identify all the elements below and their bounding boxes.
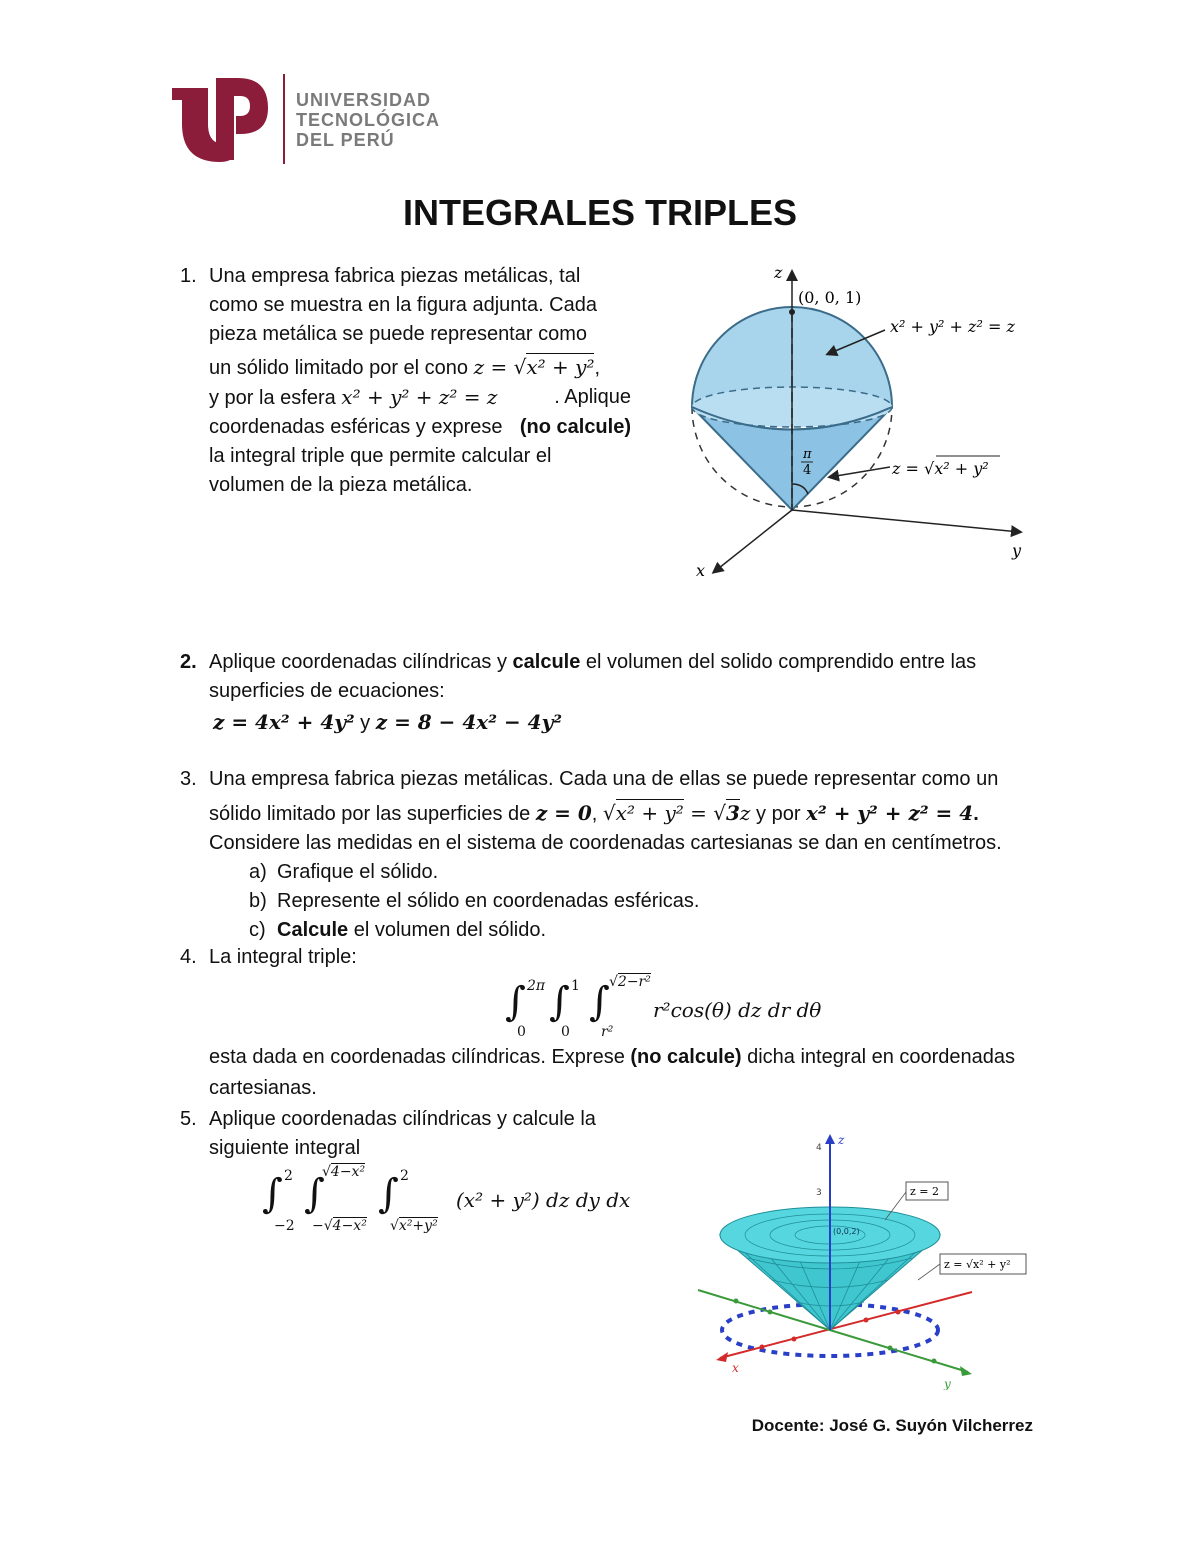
p4-lim1-lower: 0 bbox=[517, 1024, 526, 1040]
p4-lim2-upper: 1 bbox=[571, 978, 580, 994]
fig1-angle-denominator: 4 bbox=[803, 463, 812, 478]
fig1-sphere-equation: x² + y² + z² = z bbox=[890, 317, 1015, 336]
p3-math: z bbox=[739, 801, 751, 825]
integral-sign-icon: ∫ bbox=[304, 1171, 325, 1217]
p5-line: Aplique coordenadas cilíndricas y calcule la bbox=[209, 1108, 596, 1130]
p5-lim2-upper-radicand: 4−x² bbox=[330, 1164, 366, 1180]
fig2-y-axis-label: y bbox=[944, 1377, 951, 1390]
integral-sign-icon: ∫ bbox=[505, 979, 526, 1025]
p2-eq1: z = 4x² + 4y² bbox=[213, 710, 355, 734]
p3-line bbox=[209, 799, 1035, 829]
page-title: INTEGRALES TRIPLES bbox=[402, 192, 798, 233]
integral-sign-icon: ∫ bbox=[589, 979, 610, 1025]
fig1-z-axis-label: z bbox=[774, 263, 783, 282]
fig1-angle-numerator: π bbox=[803, 447, 812, 462]
p2-eq2: z = 8 − 4x² − 4y² bbox=[375, 710, 562, 734]
p3-math: = bbox=[683, 801, 714, 825]
p1-line: pieza metálica se puede representar como bbox=[209, 323, 587, 345]
p3-radicand: 3 bbox=[726, 801, 740, 825]
p4-lim3-radicand: 2−r² bbox=[617, 974, 651, 990]
p3-math: z = 0 bbox=[535, 801, 592, 825]
p2-bold: calcule bbox=[512, 651, 581, 673]
sqrt-sign-icon: √ bbox=[513, 355, 527, 379]
problem-2-number: 2. bbox=[180, 651, 197, 673]
sqrt-sign-icon: √ bbox=[713, 801, 726, 825]
p5-lim3-lower-radicand: x²+y² bbox=[398, 1218, 438, 1234]
p4-text: esta dada en coordenadas cilíndricas. Exprese bbox=[209, 1046, 631, 1068]
p5-line: siguiente integral bbox=[209, 1137, 361, 1159]
problem-3-text bbox=[209, 765, 1035, 945]
p3-item-label: c) bbox=[249, 919, 266, 941]
p1-text: . Aplique bbox=[554, 386, 631, 408]
problem-1-number: 1. bbox=[180, 265, 197, 287]
p5-integral bbox=[262, 1164, 662, 1236]
p1-line-cone bbox=[209, 353, 631, 383]
p3-item-label: a) bbox=[249, 861, 267, 883]
fig1-x-axis-label: x bbox=[696, 561, 706, 580]
p1-radicand: x² + y² bbox=[526, 355, 595, 379]
logo-text-line1: UNIVERSIDAD bbox=[296, 90, 432, 110]
p1-text: coordenadas esféricas y exprese bbox=[209, 416, 503, 438]
p1-text: un sólido limitado por el cono bbox=[209, 357, 474, 379]
p1-bold: (no calcule) bbox=[519, 416, 631, 438]
problem-4-text bbox=[209, 1043, 1035, 1103]
problem-1-text bbox=[209, 262, 631, 500]
fig2-tick-3: 3 bbox=[816, 1188, 822, 1198]
p2-text: el volumen del solido comprendido entre las bbox=[580, 651, 977, 673]
fig2-cone-lhs: z = bbox=[944, 1258, 967, 1271]
p1-line: volumen de la pieza metálica. bbox=[209, 474, 473, 496]
p5-lim3-lower: √x²+y² bbox=[390, 1218, 438, 1234]
p1-comma: , bbox=[594, 357, 601, 379]
p3-item-text: Grafique el sólido. bbox=[277, 861, 439, 883]
problem-2-text bbox=[209, 648, 1035, 738]
sqrt-sign-icon: √ bbox=[924, 459, 935, 478]
p4-lim2-lower: 0 bbox=[561, 1024, 570, 1040]
p4-line: La integral triple: bbox=[209, 946, 357, 968]
fig2-center-label: (0,0,2) bbox=[833, 1227, 860, 1236]
p4-integral bbox=[505, 974, 845, 1040]
fig2-cone-label bbox=[944, 1258, 1010, 1271]
figure-cone-plane bbox=[690, 1130, 1040, 1390]
p1-math: z = bbox=[473, 355, 514, 379]
p1-text: y por la esfera bbox=[209, 387, 342, 409]
p3-math: x² + y² + z² = 4 bbox=[806, 801, 974, 825]
p1-line bbox=[209, 413, 631, 442]
fig1-y-axis-label: y bbox=[1012, 541, 1022, 560]
problem-5-text bbox=[209, 1105, 671, 1163]
p3-item-bold: Calcule bbox=[277, 919, 349, 941]
logo-divider bbox=[283, 74, 285, 164]
fig2-tick-4: 4 bbox=[816, 1143, 822, 1153]
p5-lim3-upper: 2 bbox=[400, 1168, 409, 1184]
p3-radicand: x² + y² bbox=[615, 801, 684, 825]
p2-equations bbox=[209, 708, 1035, 738]
p5-lim2-lower-radicand: 4−x² bbox=[332, 1218, 367, 1234]
p1-line-sphere bbox=[209, 383, 631, 413]
problem-3-number: 3. bbox=[180, 768, 197, 790]
p1-line: Una empresa fabrica piezas metálicas, tal bbox=[209, 265, 581, 287]
p4-line bbox=[209, 1043, 1035, 1072]
p4-lim3-lower: r² bbox=[601, 1024, 614, 1040]
fig1-point-label: (0, 0, 1) bbox=[798, 288, 862, 307]
p4-line: cartesianas. bbox=[209, 1077, 317, 1099]
p3-line: Una empresa fabrica piezas metálicas. Cada una de ellas se puede representar como un bbox=[209, 768, 999, 790]
fig2-cone-radicand: x² + y² bbox=[973, 1258, 1011, 1271]
p2-line bbox=[209, 648, 1035, 677]
p5-lim2-upper: √4−x² bbox=[322, 1164, 366, 1180]
p3-text: y por bbox=[750, 803, 807, 825]
p2-y: y bbox=[354, 712, 376, 734]
p5-lim2-lower-sign: − bbox=[312, 1218, 324, 1234]
p4-text: dicha integral en coordenadas bbox=[741, 1046, 1016, 1068]
p3-item-text: Represente el sólido en coordenadas esféricas. bbox=[277, 890, 700, 912]
p1-line: la integral triple que permite calcular el bbox=[209, 445, 552, 467]
p3-item-b bbox=[209, 887, 1035, 916]
p5-lim1-lower: −2 bbox=[274, 1218, 295, 1234]
p3-item-a bbox=[209, 858, 1035, 887]
fig2-x-axis-label: x bbox=[732, 1361, 739, 1375]
p1-math: x² + y² + z² = z bbox=[341, 385, 498, 409]
fig1-cone-radicand: x² + y² bbox=[934, 459, 989, 478]
utp-logo-mark bbox=[168, 72, 280, 167]
p1-line: como se muestra en la figura adjunta. Cada bbox=[209, 294, 597, 316]
problem-4-number: 4. bbox=[180, 946, 197, 968]
problem-5-number: 5. bbox=[180, 1108, 197, 1130]
logo-text-line2: TECNOLÓGICA bbox=[296, 110, 440, 130]
fig2-z-axis-label: z bbox=[838, 1133, 845, 1147]
p2-line: superficies de ecuaciones: bbox=[209, 680, 445, 702]
figure-sphere-cone bbox=[680, 262, 1040, 582]
p4-lim3-upper: √2−r² bbox=[609, 974, 651, 990]
p4-lim1-upper: 2π bbox=[527, 978, 546, 994]
integral-sign-icon: ∫ bbox=[378, 1171, 399, 1217]
fig1-cone-equation bbox=[891, 459, 989, 478]
logo-text-line3: DEL PERÚ bbox=[296, 130, 395, 150]
integral-sign-icon: ∫ bbox=[549, 979, 570, 1025]
p3-line: Considere las medidas en el sistema de coordenadas cartesianas se dan en centímetros. bbox=[209, 832, 1002, 854]
fig1-cone-lhs: z = bbox=[892, 459, 925, 478]
p3-text: , bbox=[591, 803, 603, 825]
p2-text: Aplique coordenadas cilíndricas y bbox=[209, 651, 513, 673]
integral-sign-icon: ∫ bbox=[262, 1171, 283, 1217]
sqrt-sign-icon: √ bbox=[966, 1258, 974, 1271]
p3-dot: . bbox=[973, 803, 979, 825]
footer-teacher: Docente: José G. Suyón Vilcherrez bbox=[751, 1416, 1033, 1435]
p3-item-text: el volumen del sólido. bbox=[348, 919, 547, 941]
p5-lim1-upper: 2 bbox=[284, 1168, 293, 1184]
p5-lim2-lower: −√4−x² bbox=[312, 1218, 367, 1234]
p4-bold: (no calcule) bbox=[630, 1046, 742, 1068]
p5-integrand: (x² + y²) dz dy dx bbox=[456, 1188, 631, 1212]
p3-item-c bbox=[209, 916, 1035, 945]
sqrt-sign-icon: √ bbox=[602, 801, 616, 825]
fig2-plane-label: z = 2 bbox=[910, 1185, 940, 1198]
p4-integrand: r²cos(θ) dz dr dθ bbox=[653, 998, 822, 1022]
logo bbox=[168, 72, 438, 167]
p3-item-label: b) bbox=[249, 890, 267, 912]
p3-text: sólido limitado por las superficies de bbox=[209, 803, 536, 825]
